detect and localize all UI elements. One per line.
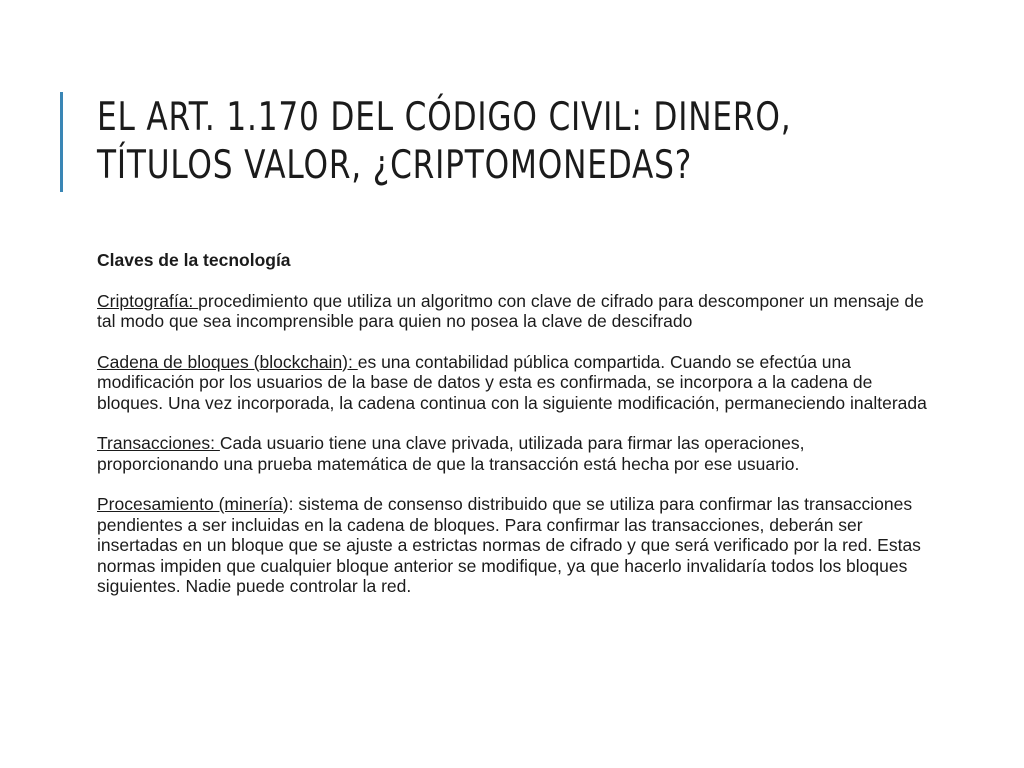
- definition-procesamiento: : sistema de consenso distribuido que se utiliza para confirmar las transacciones pendientes a ser incluidas en la cadena de bloques. Para confirmar las transacciones, deberán ser insertadas en un bloque que se ajuste a estrictas normas de cifrado y que será verificado por la red. Estas normas impiden que cualquier bloque anterior se modifique, ya que hacerlo invalidaría todos los bloques siguientes. Nadie puede controlar la red.: [97, 494, 921, 596]
- slide-title-line-1: EL ART. 1.170 DEL CÓDIGO CIVIL: DINERO,: [97, 95, 792, 140]
- paragraph-transacciones: [97, 433, 927, 474]
- content-subtitle: Claves de la tecnología: [97, 250, 291, 270]
- term-transacciones: Transacciones:: [97, 433, 220, 453]
- term-criptografia: Criptografía:: [97, 290, 199, 311]
- paragraph-cadena-de-bloques: [97, 352, 927, 414]
- paragraph-criptografia: [97, 291, 927, 332]
- definition-cadena-de-bloques: es una contabilidad pública compartida. Cuando se efectúa una modificación por los usuarios de la base de datos y esta es confirmada, se incorpora a la cadena de bloques. Una vez incorporada, la cadena continua con la siguiente modificación, permaneciendo inalterada: [97, 351, 927, 413]
- definition-criptografia: procedimiento que utiliza un algoritmo con clave de cifrado para descomponer un mensaje de tal modo que sea incomprensible para quien no posea la clave de descifrado: [97, 290, 924, 331]
- term-cadena-de-bloques: Cadena de bloques (blockchain):: [97, 351, 358, 372]
- title-accent-bar: [60, 92, 63, 192]
- term-procesamiento-tail: ): [282, 494, 289, 514]
- slide-title: [97, 94, 801, 190]
- paragraph-procesamiento: [97, 494, 927, 597]
- slide-title-line-2: TÍTULOS VALOR, ¿CRIPTOMONEDAS?: [97, 143, 693, 188]
- definition-transacciones: Cada usuario tiene una clave privada, utilizada para firmar las operaciones, proporcionando una prueba matemática de que la transacción está hecha por ese usuario.: [97, 433, 805, 474]
- slide-content: [97, 250, 927, 617]
- term-procesamiento: Procesamiento (minería: [97, 494, 283, 514]
